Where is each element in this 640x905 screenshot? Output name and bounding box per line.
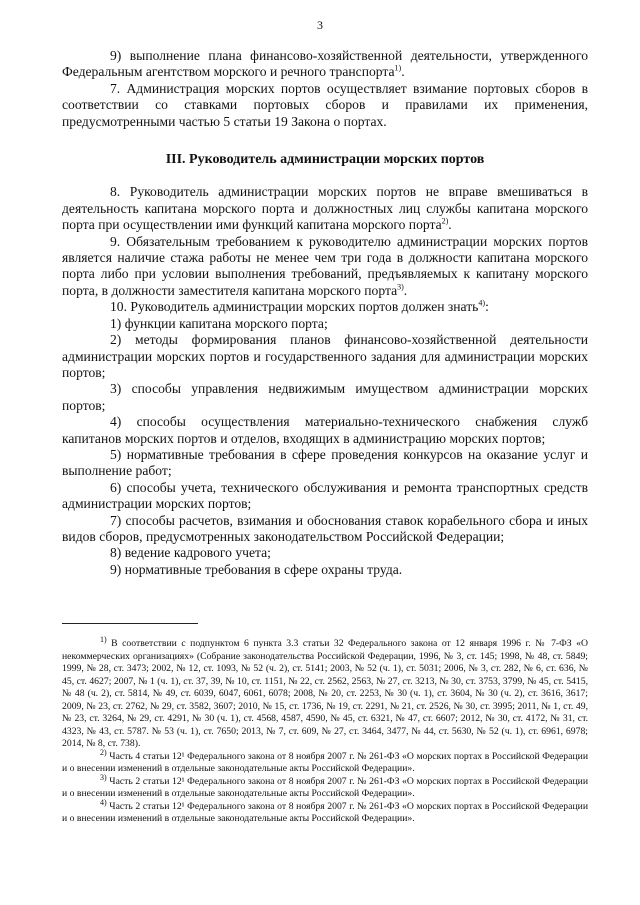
footnote-ref: 1) bbox=[394, 63, 402, 73]
paragraph bbox=[62, 48, 588, 81]
paragraph-tail: . bbox=[401, 64, 405, 80]
footnote-text: Часть 2 статьи 12¹ Федерального закона от 8 ноября 2007 г. № 261-ФЗ «О морских портах в Российской Федерации и о внесении изменений в отдельные законодательные акты Российской Федерации». bbox=[62, 800, 588, 824]
paragraph-text: 9) нормативные требования в сфере охраны труда. bbox=[110, 561, 403, 577]
paragraph-text: 6) способы учета, технического обслуживания и ремонта транспортных средств администрации морских портов; bbox=[62, 479, 588, 512]
footnote bbox=[62, 634, 588, 751]
paragraph bbox=[62, 332, 588, 381]
footnote-text: В соответствии с подпунктом 6 пункта 3.3 статьи 32 Федерального закона от 12 января 1996 г. № 7-ФЗ «О некоммерческих организациях» (Собрание законодательства Российской Федерации, 1996, № 3, ст. 145; 1998, № 48, ст. 5849; 1999, № 28, ст. 3473; 2002, № 12, ст. 1093, № 52 (ч. 2), ст. 5141; 2003, № 52 (ч. 1), ст. 5031; 2006, № 3, ст. 282, № 6, ст. 636, № 45, ст. 4627; 2007, № 1 (ч. 1), ст. 37, 39, № 10, ст. 1151, № 22, ст. 2562, 2563, № 27, ст. 3213, № 30, ст. 3753, 3799, № 45, ст. 5415, № 48 (ч. 2), ст. 5814, № 49, ст. 6039, 6047, 6061, 6078; 2008, № 20, ст. 2253, № 30 (ч. 1), ст. 3604, № 30 (ч. 2), ст. 3616, 3617; 2009, № 23, ст. 2762, № 29, ст. 3582, 3607; 2010, № 15, ст. 1736, № 19, ст. 2291, № 21, ст. 2526, № 30, ст. 3995; 2011, № 1, ст. 49, № 23, ст. 3264, № 29, ст. 4291, № 30 (ч. 1), ст. 4568, 4587, 4590, № 45, ст. 6321, № 47, ст. 6607; 2012, № 30, ст. 4172, № 31, ст. 4323, № 43, ст. 5787. № 53 (ч. 1), ст. 7650; 2013, № 7, ст. 609, № 27, ст. 3464, 3477, № 44, ст. 5630, № 52 (ч. 1), ст. 6961, 6978; 2014, № 8, ст. 738). bbox=[62, 638, 588, 749]
paragraph-text: 7) способы расчетов, взимания и обоснования ставок корабельного сбора и иных видов сборов, предусмотренных законодательством Российской Федерации; bbox=[62, 512, 588, 544]
paragraph-text: 5) нормативные требования в сфере проведения конкурсов на оказание услуг и выполнение работ; bbox=[62, 446, 588, 479]
paragraph-text: 1) функции капитана морского порта; bbox=[110, 315, 328, 331]
paragraph-text: 9) выполнение плана финансово-хозяйственной деятельности, утвержденного Федеральным агентством морского и речного транспорта bbox=[62, 48, 588, 80]
paragraph-text: 4) способы осуществления материально-технического снабжения служб капитанов морских портов и отделов, входящих в администрацию морских портов; bbox=[62, 414, 588, 446]
footnote-ref: 4) bbox=[478, 298, 486, 308]
footnote bbox=[62, 772, 588, 801]
paragraph-text: 8) ведение кадрового учета; bbox=[110, 545, 271, 561]
paragraph bbox=[62, 545, 588, 561]
footnote-separator bbox=[62, 623, 198, 624]
footnote bbox=[62, 747, 588, 776]
paragraph-text: 8. Руководитель администрации морских портов не вправе вмешиваться в деятельность капитана морского порта и должностных лиц службы капитана морского порта при осуществлении ими функций капитана морского порта bbox=[62, 184, 588, 233]
footnote-marker: 2) bbox=[100, 747, 107, 757]
paragraph bbox=[62, 447, 588, 480]
footnote-marker: 3) bbox=[100, 772, 107, 782]
page-number: 3 bbox=[317, 18, 323, 32]
paragraph-text: 2) методы формирования планов финансово-хозяйственной деятельности администрации морских портов и государственного задания для администрации морских портов; bbox=[62, 332, 588, 380]
footnote-marker: 1) bbox=[100, 634, 107, 644]
paragraph-tail: . bbox=[448, 217, 452, 233]
paragraph bbox=[62, 381, 588, 414]
paragraph bbox=[62, 513, 588, 546]
body-text bbox=[62, 48, 588, 578]
paragraph-text: 7. Администрация морских портов осуществляет взимание портовых сборов в соответствии со ставками портовых сборов и правилами их применения, предусмотренными частью 5 статьи 19 Закона о портах. bbox=[62, 80, 588, 129]
footnotes bbox=[62, 634, 588, 826]
paragraph-tail: . bbox=[403, 282, 408, 298]
paragraph bbox=[62, 316, 588, 332]
paragraph-text: 9. Обязательным требованием к руководителю администрации морских портов является наличие стажа работы не менее чем три года в должности капитана морского порта либо при условии выполнения требований, предъявляемых к капитану морского порта, в должности заместителя капитана морского порта bbox=[62, 233, 588, 298]
paragraph bbox=[62, 414, 588, 447]
paragraph bbox=[62, 299, 588, 315]
footnote-ref: 2) bbox=[441, 216, 449, 226]
paragraph bbox=[62, 480, 588, 513]
paragraph-tail: : bbox=[485, 299, 489, 315]
footnote-marker: 4) bbox=[100, 797, 107, 807]
section-heading: III. Руководитель администрации морских портов bbox=[165, 152, 485, 168]
footnote-ref: 3) bbox=[397, 282, 404, 292]
paragraph bbox=[62, 81, 588, 130]
paragraph-text: 10. Руководитель администрации морских портов должен знать bbox=[110, 299, 479, 315]
paragraph bbox=[62, 234, 588, 300]
footnote-text: Часть 4 статьи 12¹ Федерального закона от 8 ноября 2007 г. № 261-ФЗ «О морских портах в Российской Федерации и о внесении изменений в отдельные законодательные акты Российской Федерации». bbox=[62, 750, 588, 774]
footnote-text: Часть 2 статьи 12¹ Федерального закона от 8 ноября 2007 г. № 261-ФЗ «О морских портах в Российской Федерации и о внесении изменений в отдельные законодательные акты Российской Федерации». bbox=[62, 775, 588, 799]
paragraph bbox=[62, 562, 588, 578]
footnote bbox=[62, 797, 588, 826]
paragraph-text: 3) способы управления недвижимым имуществом администрации морских портов; bbox=[62, 381, 588, 413]
paragraph bbox=[62, 184, 588, 233]
